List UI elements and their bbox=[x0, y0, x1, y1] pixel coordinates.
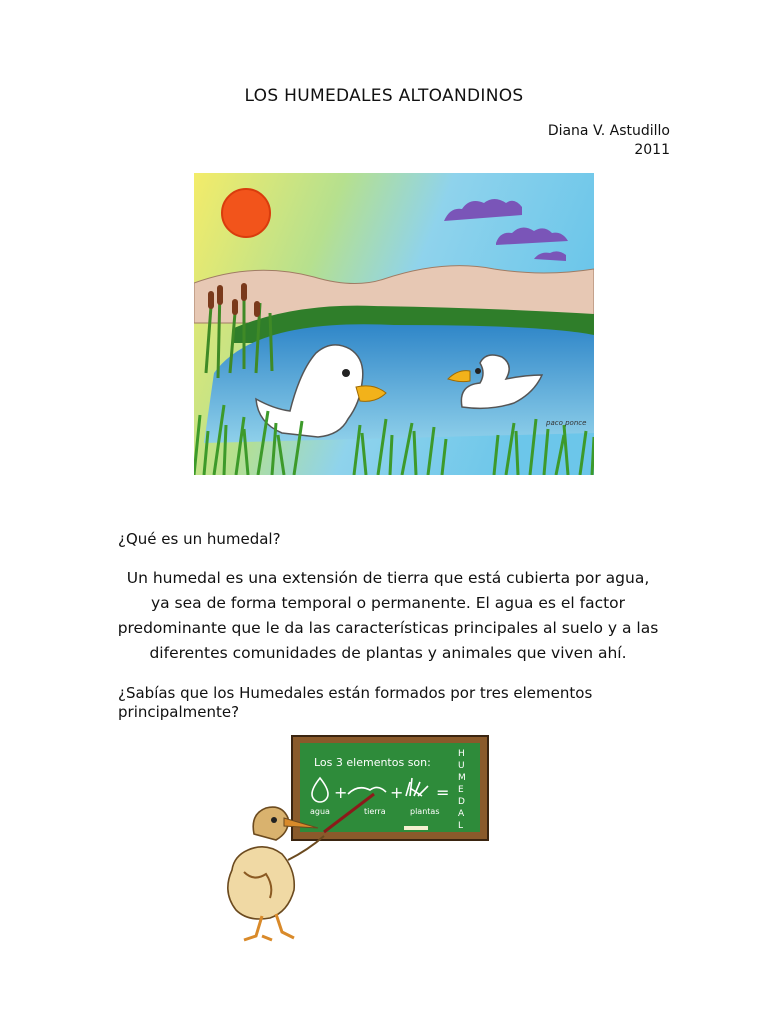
label-agua: agua bbox=[310, 807, 330, 816]
teaching-bird bbox=[228, 807, 324, 940]
plus-sign-2: + bbox=[390, 783, 404, 802]
equals-sign: = bbox=[436, 783, 450, 802]
question-three-elements: ¿Sabías que los Humedales están formados por tres elementos principalmente? bbox=[118, 684, 593, 721]
document-title: LOS HUMEDALES ALTOANDINOS bbox=[244, 86, 524, 106]
wetland-definition-paragraph: Un humedal es una extensión de tierra que está cubierta por agua, ya sea de forma temporal o permanente. El agua es el factor predominante que le da las características principales al suelo y a las diferentes comunidades de plantas y animales que viven ahí. bbox=[117, 569, 659, 662]
author-name: Diana V. Astudillo bbox=[547, 123, 670, 139]
blackboard-heading: Los 3 elementos son: bbox=[314, 756, 431, 769]
chalk-tray bbox=[404, 826, 428, 830]
letter-u: U bbox=[458, 761, 465, 771]
letter-l: L bbox=[458, 821, 464, 831]
sun bbox=[222, 189, 270, 237]
painting-signature: paco ponce bbox=[546, 419, 587, 427]
letter-e: E bbox=[458, 785, 464, 795]
wetland-painting bbox=[194, 173, 594, 475]
letter-m: M bbox=[458, 773, 466, 783]
author-year: 2011 bbox=[634, 142, 670, 158]
question-what-is-wetland: ¿Qué es un humedal? bbox=[118, 530, 281, 548]
label-tierra: tierra bbox=[364, 807, 386, 816]
letter-d: D bbox=[458, 797, 465, 807]
author-block bbox=[548, 122, 670, 160]
blackboard-illustration bbox=[214, 732, 494, 946]
plus-sign-1: + bbox=[334, 783, 348, 802]
letter-a: A bbox=[458, 809, 465, 819]
letter-h: H bbox=[458, 749, 465, 759]
label-plantas: plantas bbox=[410, 807, 440, 816]
